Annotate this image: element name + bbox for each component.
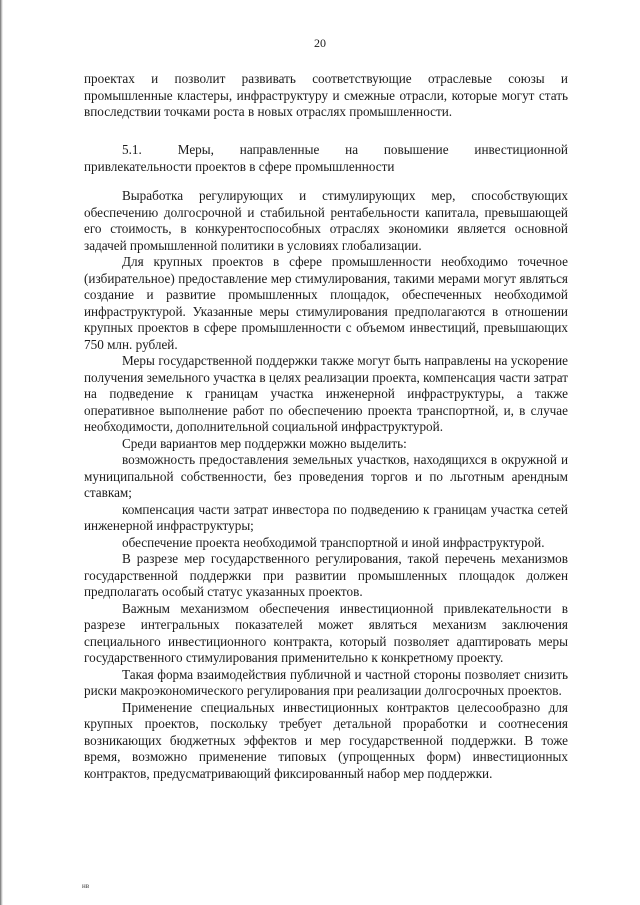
section-heading: [84, 142, 568, 175]
page-edge-shadow: [0, 0, 3, 905]
continuation-text: [84, 71, 568, 121]
body-text: [84, 188, 568, 782]
paragraph: Важным механизмом обеспечения инвестиционной привлекательности в разрезе интегральных показателей может являться механизм заключения специального инвестиционного контракта, который позволяет адаптировать меры государственного стимулирования применительно к конкретному проекту.: [84, 600, 568, 665]
list-item: компенсация части затрат инвестора по подведению к границам участка сетей инженерной инфраструктуры;: [84, 501, 568, 533]
paragraph: Применение специальных инвестиционных контрактов целесообразно для крупных проектов, поскольку требует детальной проработки и соотнесения возникающих бюджетных эффектов и мер государственной поддержки. В тоже время, возможно применение типовых (упрощенных форм) инвестиционных контрактов, предусматривающий фиксированный набор мер поддержки.: [84, 699, 568, 781]
page-number: 20: [314, 36, 326, 50]
paragraph: проектах и позволит развивать соответствующие отраслевые союзы и промышленные кластеры, инфраструктуру и смежные отрасли, которые могут стать впоследствии точками роста в новых отраслях промышленности.: [84, 71, 568, 119]
section-heading-line: [84, 142, 568, 175]
footer-mark: нв: [82, 882, 90, 890]
paragraph: Выработка регулирующих и стимулирующих мер, способствующих обеспечению долгосрочной и стабильной рентабельности капитала, превышающей его стоимость, в конкурентоспособных отраслях экономики является основной задачей промышленной политики в условиях глобализации.: [84, 188, 568, 253]
section-number: 5.1.: [122, 142, 142, 157]
paragraph: Для крупных проектов в сфере промышленности необходимо точечное (избирательное) предоставление мер стимулирования, такими мерами могут являться создание и развитие промышленных площадок, обеспеченных необходимой инфраструктурой. Указанные меры стимулирования предполагаются в отношении крупных проектов в сфере промышленности с объемом инвестиций, превышающих 750 млн. рублей.: [84, 254, 568, 352]
paragraph: Такая форма взаимодействия публичной и частной стороны позволяет снизить риски макроэкономического регулирования при реализации долгосрочных проектов.: [84, 666, 568, 698]
paragraph: В разрезе мер государственного регулирования, такой перечень механизмов государственной поддержки при развитии промышленных площадок должен предполагать особый статус указанных проектов.: [84, 551, 568, 599]
paragraph: Среди вариантов мер поддержки можно выделить:: [122, 435, 407, 451]
list-item: обеспечение проекта необходимой транспортной и иной инфраструктурой.: [122, 534, 545, 550]
list-item: возможность предоставления земельных участков, находящихся в окружной и муниципальной собственности, без проведения торгов и по льготным арендным ставкам;: [84, 452, 568, 500]
section-title: Меры, направленные на повышение инвестиционной привлекательности проектов в сфере промышленности: [84, 142, 568, 174]
paragraph: Меры государственной поддержки также могут быть направлены на ускорение получения земельного участка в целях реализации проекта, компенсация части затрат на подведение к границам участка инженерной инфраструктуры, а также оперативное выполнение работ по обеспечению проекта транспортной, и, в случае необходимости, дополнительной социальной инфраструктурой.: [84, 353, 568, 434]
